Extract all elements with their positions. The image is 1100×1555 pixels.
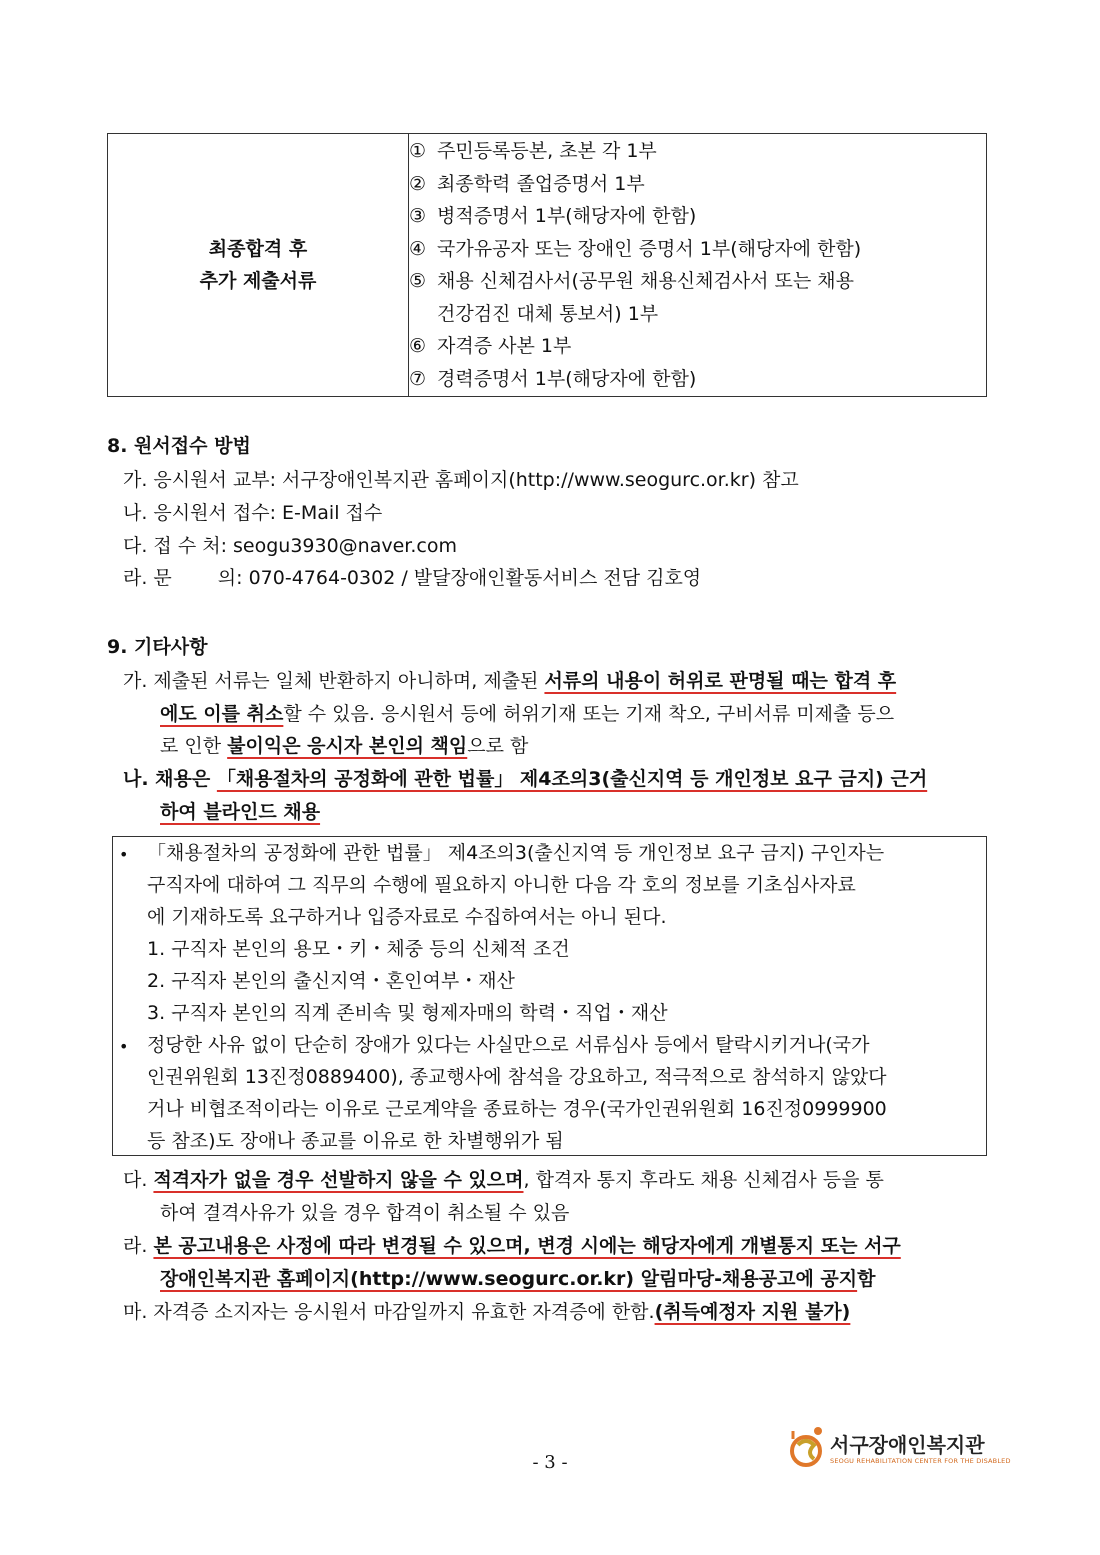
organization-logo xyxy=(790,1425,1011,1475)
bullet-icon: • xyxy=(119,1037,129,1056)
table-label-cell xyxy=(108,134,409,397)
box-p2-line2: 인권위원회 13진정0889400), 종교행사에 참석을 강요하고, 적극적으로 참석하지 않았다 xyxy=(147,1066,887,1088)
table-label-line2: 추가 제출서류 xyxy=(199,270,317,292)
list-item: ④ 국가유공자 또는 장애인 증명서 1부(해당자에 한함) xyxy=(409,237,862,260)
section8-item-b: 나. 응시원서 접수: E-Mail 접수 xyxy=(123,502,383,524)
section9-ra-line2: 장애인복지관 홈페이지(http://www.seogurc.or.kr) 알림마당-채용공고에 공지함 xyxy=(160,1268,876,1290)
list-item: ⑤ 채용 신체검사서(공무원 채용신체검사서 또는 채용 건강검진 대체 통보서) 1부 xyxy=(409,270,855,325)
section8-item-a: 가. 응시원서 교부: 서구장애인복지관 홈페이지(http://www.seogurc.or.kr) 참고 xyxy=(123,469,799,491)
section9-ma-line1: 마. 자격증 소지자는 응시원서 마감일까지 유효한 자격증에 한함.(취득예정자 지원 불가) xyxy=(123,1301,851,1323)
logo-subtitle: SEOGU REHABILITATION CENTER FOR THE DISABLED xyxy=(830,1457,1011,1465)
section9-da-line1: 다. 적격자가 없을 경우 선발하지 않을 수 있으며, 합격자 통지 후라도 채용 신체검사 등을 통 xyxy=(123,1169,884,1191)
section9-ga-line2: 에도 이를 취소할 수 있음. 응시원서 등에 허위기재 또는 기재 착오, 구비서류 미제출 등으 xyxy=(160,703,895,725)
section9-na-line2: 하여 블라인드 채용 xyxy=(160,801,321,823)
box-numbered-3: 3. 구직자 본인의 직계 존비속 및 형제자매의 학력・직업・재산 xyxy=(147,1002,668,1024)
box-p2-line1: 정당한 사유 없이 단순히 장애가 있다는 사실만으로 서류심사 등에서 탈락시키거나(국가 xyxy=(147,1034,870,1056)
list-item: ⑦ 경력증명서 1부(해당자에 한함) xyxy=(409,367,697,390)
bullet-icon: • xyxy=(119,845,129,864)
table-label-line1: 최종합격 후 xyxy=(208,238,308,260)
list-item: ② 최종학력 졸업증명서 1부 xyxy=(409,172,645,195)
logo-mark-icon xyxy=(790,1425,826,1469)
section9-ga-line1: 가. 제출된 서류는 일체 반환하지 아니하며, 제출된 서류의 내용이 허위로 판명될 때는 합격 후 xyxy=(123,670,897,692)
box-p1-line3: 에 기재하도록 요구하거나 입증자료로 수집하여서는 아니 된다. xyxy=(147,906,667,928)
section9-da-line2: 하여 결격사유가 있을 경우 합격이 취소될 수 있음 xyxy=(160,1202,570,1224)
section9-ra-line1: 라. 본 공고내용은 사정에 따라 변경될 수 있으며, 변경 시에는 해당자에게 개별통지 또는 서구 xyxy=(123,1235,901,1257)
table-items-cell xyxy=(409,134,987,397)
page-number: - 3 - xyxy=(532,1452,568,1473)
box-p2-line4: 등 참조)도 장애나 종교를 이유로 한 차별행위가 됨 xyxy=(147,1130,564,1152)
section9-title: 9. 기타사항 xyxy=(107,636,208,658)
section8-item-c: 다. 접 수 처: seogu3930@naver.com xyxy=(123,535,457,557)
box-p1-line2: 구직자에 대하여 그 직무의 수행에 필요하지 아니한 다음 각 호의 정보를 기초심사자료 xyxy=(147,874,856,896)
box-numbered-1: 1. 구직자 본인의 용모・키・체중 등의 신체적 조건 xyxy=(147,938,570,960)
list-item: ⑥ 자격증 사본 1부 xyxy=(409,335,572,357)
section9-na-line1: 나. 채용은 「채용절차의 공정화에 관한 법률」 제4조의3(출신지역 등 개인정보 요구 금지) 근거 xyxy=(123,768,928,790)
list-item: ① 주민등록등본, 초본 각 1부 xyxy=(409,140,657,162)
list-item: ③ 병적증명서 1부(해당자에 한함) xyxy=(409,205,697,227)
section8-title: 8. 원서접수 방법 xyxy=(107,435,251,457)
documents-table xyxy=(107,133,987,397)
section9-ga-line3: 로 인한 불이익은 응시자 본인의 책임으로 함 xyxy=(160,735,529,757)
box-p1-line1: 「채용절차의 공정화에 관한 법률」 제4조의3(출신지역 등 개인정보 요구 금지) 구인자는 xyxy=(147,842,885,864)
logo-text: 서구장애인복지관 xyxy=(830,1433,985,1457)
section8-item-d: 라. 문 의: 070-4764-0302 / 발달장애인활동서비스 전담 김호영 xyxy=(123,567,702,589)
legal-note-box xyxy=(112,836,987,1156)
box-p2-line3: 거나 비협조적이라는 이유로 근로계약을 종료하는 경우(국가인권위원회 16진정0999900 xyxy=(147,1098,887,1120)
box-numbered-2: 2. 구직자 본인의 출신지역・혼인여부・재산 xyxy=(147,970,515,992)
